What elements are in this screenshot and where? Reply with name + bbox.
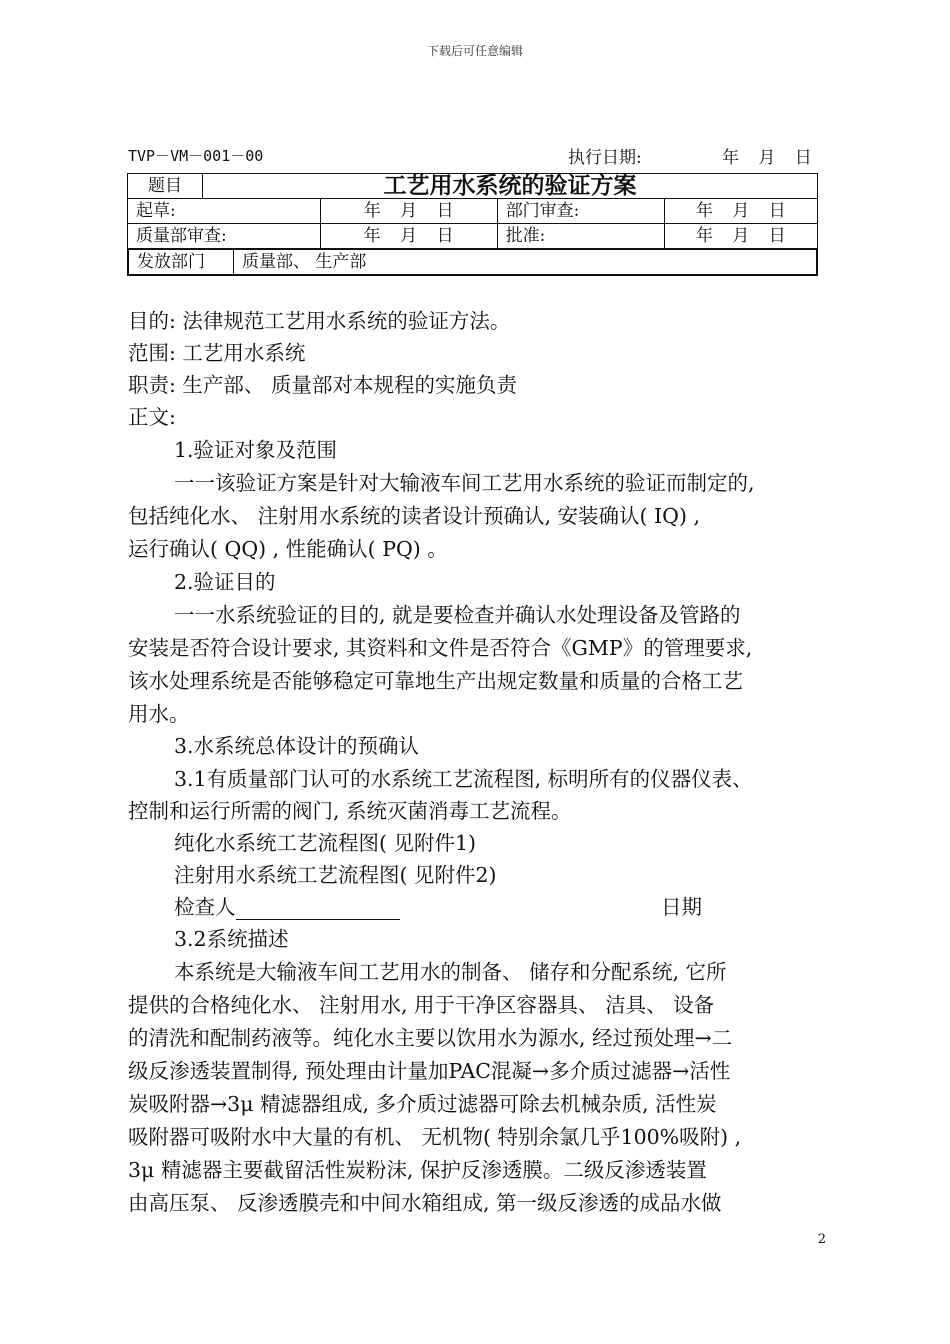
document-title: 工艺用水系统的验证方案 [203,174,818,199]
paragraph-line: 的清洗和配制药液等。纯化水主要以饮用水为源水, 经过预处理→二 [128,1026,733,1050]
paragraph-line: 一一水系统验证的目的, 就是要检查并确认水处理设备及管路的 [174,603,741,627]
distribution-value: 质量部、 生产部 [234,250,817,275]
section-heading: 1.验证对象及范围 [174,438,338,462]
approve-date: 年 月 日 [664,224,817,249]
paragraph-line: 包括纯化水、 注射用水系统的读者设计预确认, 安装确认( IQ) , [128,504,700,528]
dept-review-date: 年 月 日 [664,199,817,224]
qa-review-date: 年 月 日 [320,224,497,249]
paragraph-line: 3.1有质量部门认可的水系统工艺流程图, 标明所有的仪器仪表、 [174,767,753,791]
responsibility-line: 职责: 生产部、 质量部对本规程的实施负责 [128,373,517,397]
paragraph-line: 级反渗透装置制得, 预处理由计量加PAC混凝→多介质过滤器→活性 [128,1059,731,1083]
inspector-line [174,890,400,920]
inspector-label: 检查人 [174,895,236,919]
draft-date: 年 月 日 [320,199,497,224]
page-number: 2 [817,1232,826,1247]
paragraph-line: 3μ 精滤器主要截留活性炭粉沫, 保护反渗透膜。二级反渗透装置 [128,1158,707,1182]
distribution-label: 发放部门 [129,250,234,275]
document-code: TVP－VM－001－00 [128,147,264,165]
paragraph-line: 控制和运行所需的阀门, 系统灭菌消毒工艺流程。 [128,799,572,823]
draft-label: 起草: [128,199,321,224]
approve-label: 批准: [497,224,664,249]
scope-line: 范围: 工艺用水系统 [128,341,306,365]
document-meta-table [127,173,818,276]
purpose-line: 目的: 法律规范工艺用水系统的验证方法。 [128,309,511,333]
paragraph-line: 由高压泵、 反渗透膜壳和中间水箱组成, 第一级反渗透的成品水做 [128,1191,722,1215]
dept-review-label: 部门审查: [497,199,664,224]
paragraph-line: 安装是否符合设计要求, 其资料和文件是否符合《GMP》的管理要求, [128,636,753,660]
paragraph-line: 运行确认( QQ) , 性能确认( PQ) 。 [128,537,448,561]
top-note: 下载后可任意编辑 [426,44,523,58]
section-heading: 2.验证目的 [174,570,276,594]
exec-date-label: 执行日期: [568,148,642,168]
date-label: 日期 [661,895,702,919]
section-heading: 3.2系统描述 [174,927,289,951]
paragraph-line: 吸附器可吸附水中大量的有机、 无机物( 特别余氯几乎100%吸附) , [128,1125,742,1149]
attachment-line: 纯化水系统工艺流程图( 见附件1) [174,831,477,855]
paragraph-line: 用水。 [128,702,190,726]
paragraph-line: 提供的合格纯化水、 注射用水, 用于干净区容器具、 洁具、 设备 [128,993,715,1017]
qa-review-label: 质量部审查: [128,224,321,249]
paragraph-line: 一一该验证方案是针对大输液车间工艺用水系统的验证而制定的, [174,471,755,495]
title-label: 题目 [128,174,203,199]
exec-date-value: 年 月 日 [722,148,812,168]
attachment-line: 注射用水系统工艺流程图( 见附件2) [174,863,497,887]
paragraph-line: 炭吸附器→3μ 精滤器组成, 多介质过滤器可除去机械杂质, 活性炭 [128,1092,717,1116]
paragraph-line: 该水处理系统是否能够稳定可靠地生产出规定数量和质量的合格工艺 [128,669,743,693]
paragraph-line: 本系统是大输液车间工艺用水的制备、 储存和分配系统, 它所 [174,960,727,984]
section-heading: 3.水系统总体设计的预确认 [174,734,420,758]
inspector-signature-line [236,897,400,920]
main-text-label: 正文: [128,405,176,429]
